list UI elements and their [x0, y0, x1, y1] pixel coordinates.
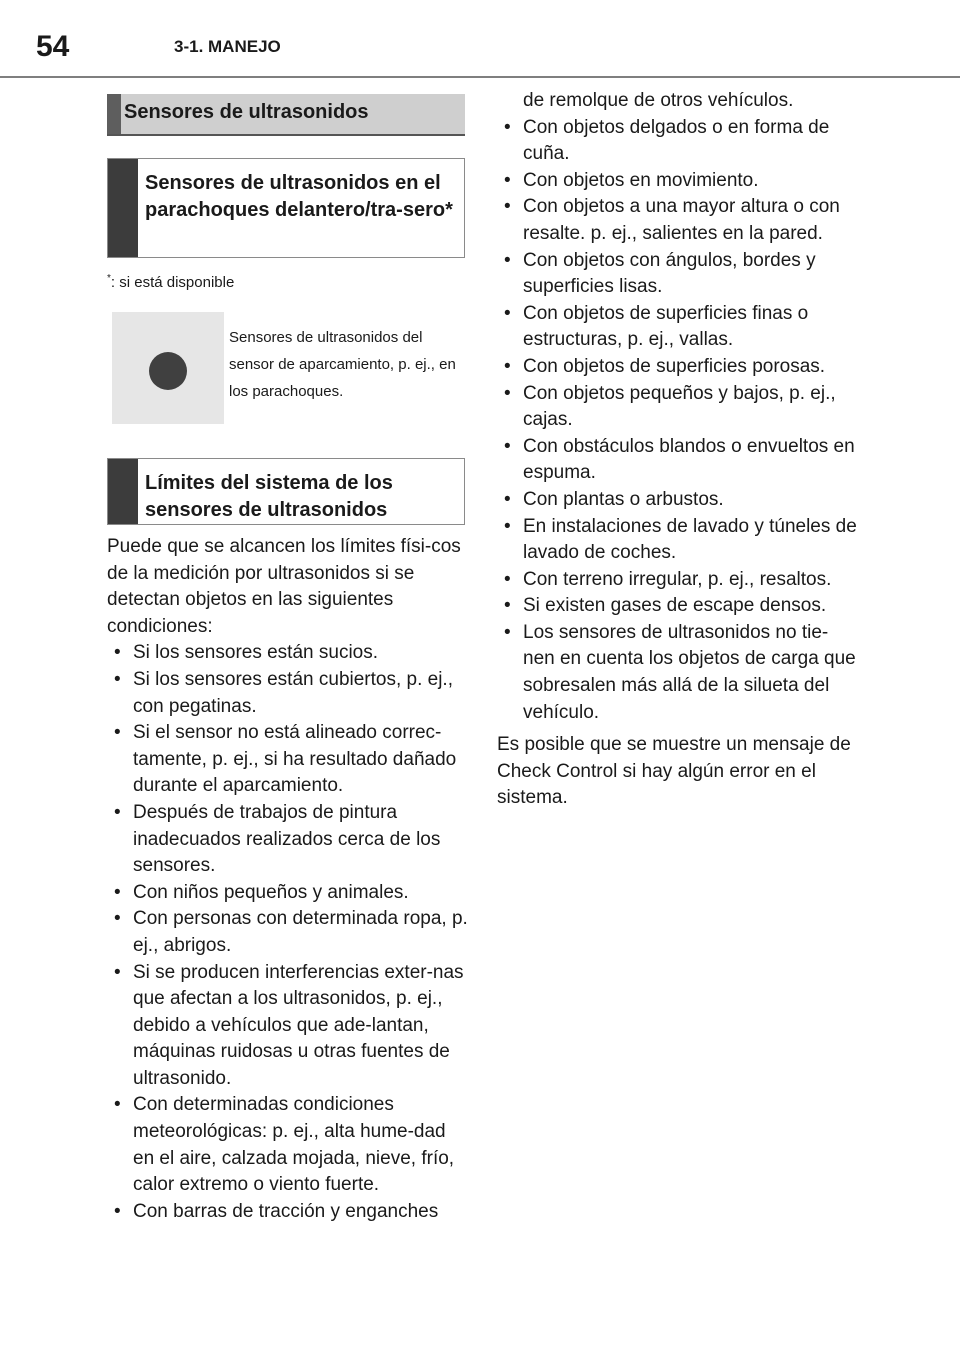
list-item: • Con personas con determinada ropa, p. ej., abrigos. — [107, 906, 469, 959]
sensor-icon — [149, 352, 187, 390]
list-item: • Si los sensores están cubiertos, p. ej., con pegatinas. — [107, 667, 469, 720]
section-heading — [107, 94, 465, 136]
subheading-system-limits — [107, 458, 465, 525]
availability-footnote — [107, 269, 234, 293]
footnote-mark: * — [107, 273, 111, 284]
list-item: • Con objetos de superficies finas o estructuras, p. ej., vallas. — [497, 301, 857, 354]
list-item: • Con obstáculos blandos o envueltos en espuma. — [497, 434, 857, 487]
subheading-accent-bar — [108, 459, 138, 524]
list-item: • Con objetos pequeños y bajos, p. ej., cajas. — [497, 381, 857, 434]
list-item: • Después de trabajos de pintura inadecuados realizados cerca de los sensores. — [107, 800, 469, 880]
list-item: • Los sensores de ultrasonidos no tie-nen en cuenta los objetos de carga que sobresalen más allá de la silueta del vehículo. — [497, 620, 857, 726]
closing-paragraph: Es posible que se muestre un mensaje de Check Control si hay algún error en el sistema. — [497, 734, 851, 809]
list-item: • Si existen gases de escape densos. — [497, 593, 857, 620]
list-item: • Con objetos a una mayor altura o con resalte. p. ej., salientes en la pared. — [497, 194, 857, 247]
list-item: • Con determinadas condiciones meteorológicas: p. ej., alta hume-dad en el aire, calzada mojada, nieve, frío, calor extremo o viento fuerte. — [107, 1092, 469, 1198]
list-item: • Con niños pequeños y animales. — [107, 880, 469, 907]
page-number: 54 — [36, 30, 70, 63]
list-item: • Con objetos en movimiento. — [497, 168, 857, 195]
subheading-front-rear-sensors — [107, 158, 465, 258]
sensor-figure — [112, 312, 224, 424]
intro-paragraph: Puede que se alcancen los límites físi-cos de la medición por ultrasonidos si se detectan objetos en las siguientes condiciones: — [107, 536, 461, 637]
subheading-text: Límites del sistema de los sensores de ultrasonidos — [145, 472, 393, 521]
chapter-title: 3-1. MANEJO — [174, 37, 281, 56]
conditions-list — [107, 640, 469, 1225]
list-item: • Con barras de tracción y enganches — [107, 1199, 469, 1226]
conditions-list-continued — [497, 115, 857, 727]
list-item: • Si los sensores están sucios. — [107, 640, 469, 667]
subheading-accent-bar — [108, 159, 138, 257]
list-item: • Con objetos de superficies porosas. — [497, 354, 857, 381]
list-item: • Si se producen interferencias exter-nas que afectan a los ultrasonidos, p. ej., debido a vehículos que ade-lantan, máquinas ruidosas u otras fuentes de ultrasonido. — [107, 960, 469, 1093]
heading-accent-bar — [107, 94, 121, 134]
page-header — [0, 0, 960, 78]
list-item: • Si el sensor no está alineado correc-tamente, p. ej., si ha resultado dañado durante el aparcamiento. — [107, 720, 469, 800]
header-divider — [0, 76, 960, 78]
list-item: • Con terreno irregular, p. ej., resaltos. — [497, 567, 857, 594]
subheading-text: Sensores de ultrasonidos en el parachoques delantero/tra-sero* — [145, 172, 453, 221]
right-column-text — [497, 88, 857, 812]
footnote-text: : si está disponible — [110, 274, 235, 291]
list-item: • Con plantas o arbustos. — [497, 487, 857, 514]
list-item: • Con objetos con ángulos, bordes y superficies lisas. — [497, 248, 857, 301]
section-heading-text: Sensores de ultrasonidos — [124, 101, 369, 123]
left-column-text — [107, 534, 469, 1225]
figure-caption: Sensores de ultrasonidos del sensor de aparcamiento, p. ej., en los parachoques. — [229, 329, 456, 400]
list-item: • Con objetos delgados o en forma de cuña. — [497, 115, 857, 168]
list-item: • En instalaciones de lavado y túneles de lavado de coches. — [497, 514, 857, 567]
list-item-continuation: de remolque de otros vehículos. — [523, 90, 794, 111]
